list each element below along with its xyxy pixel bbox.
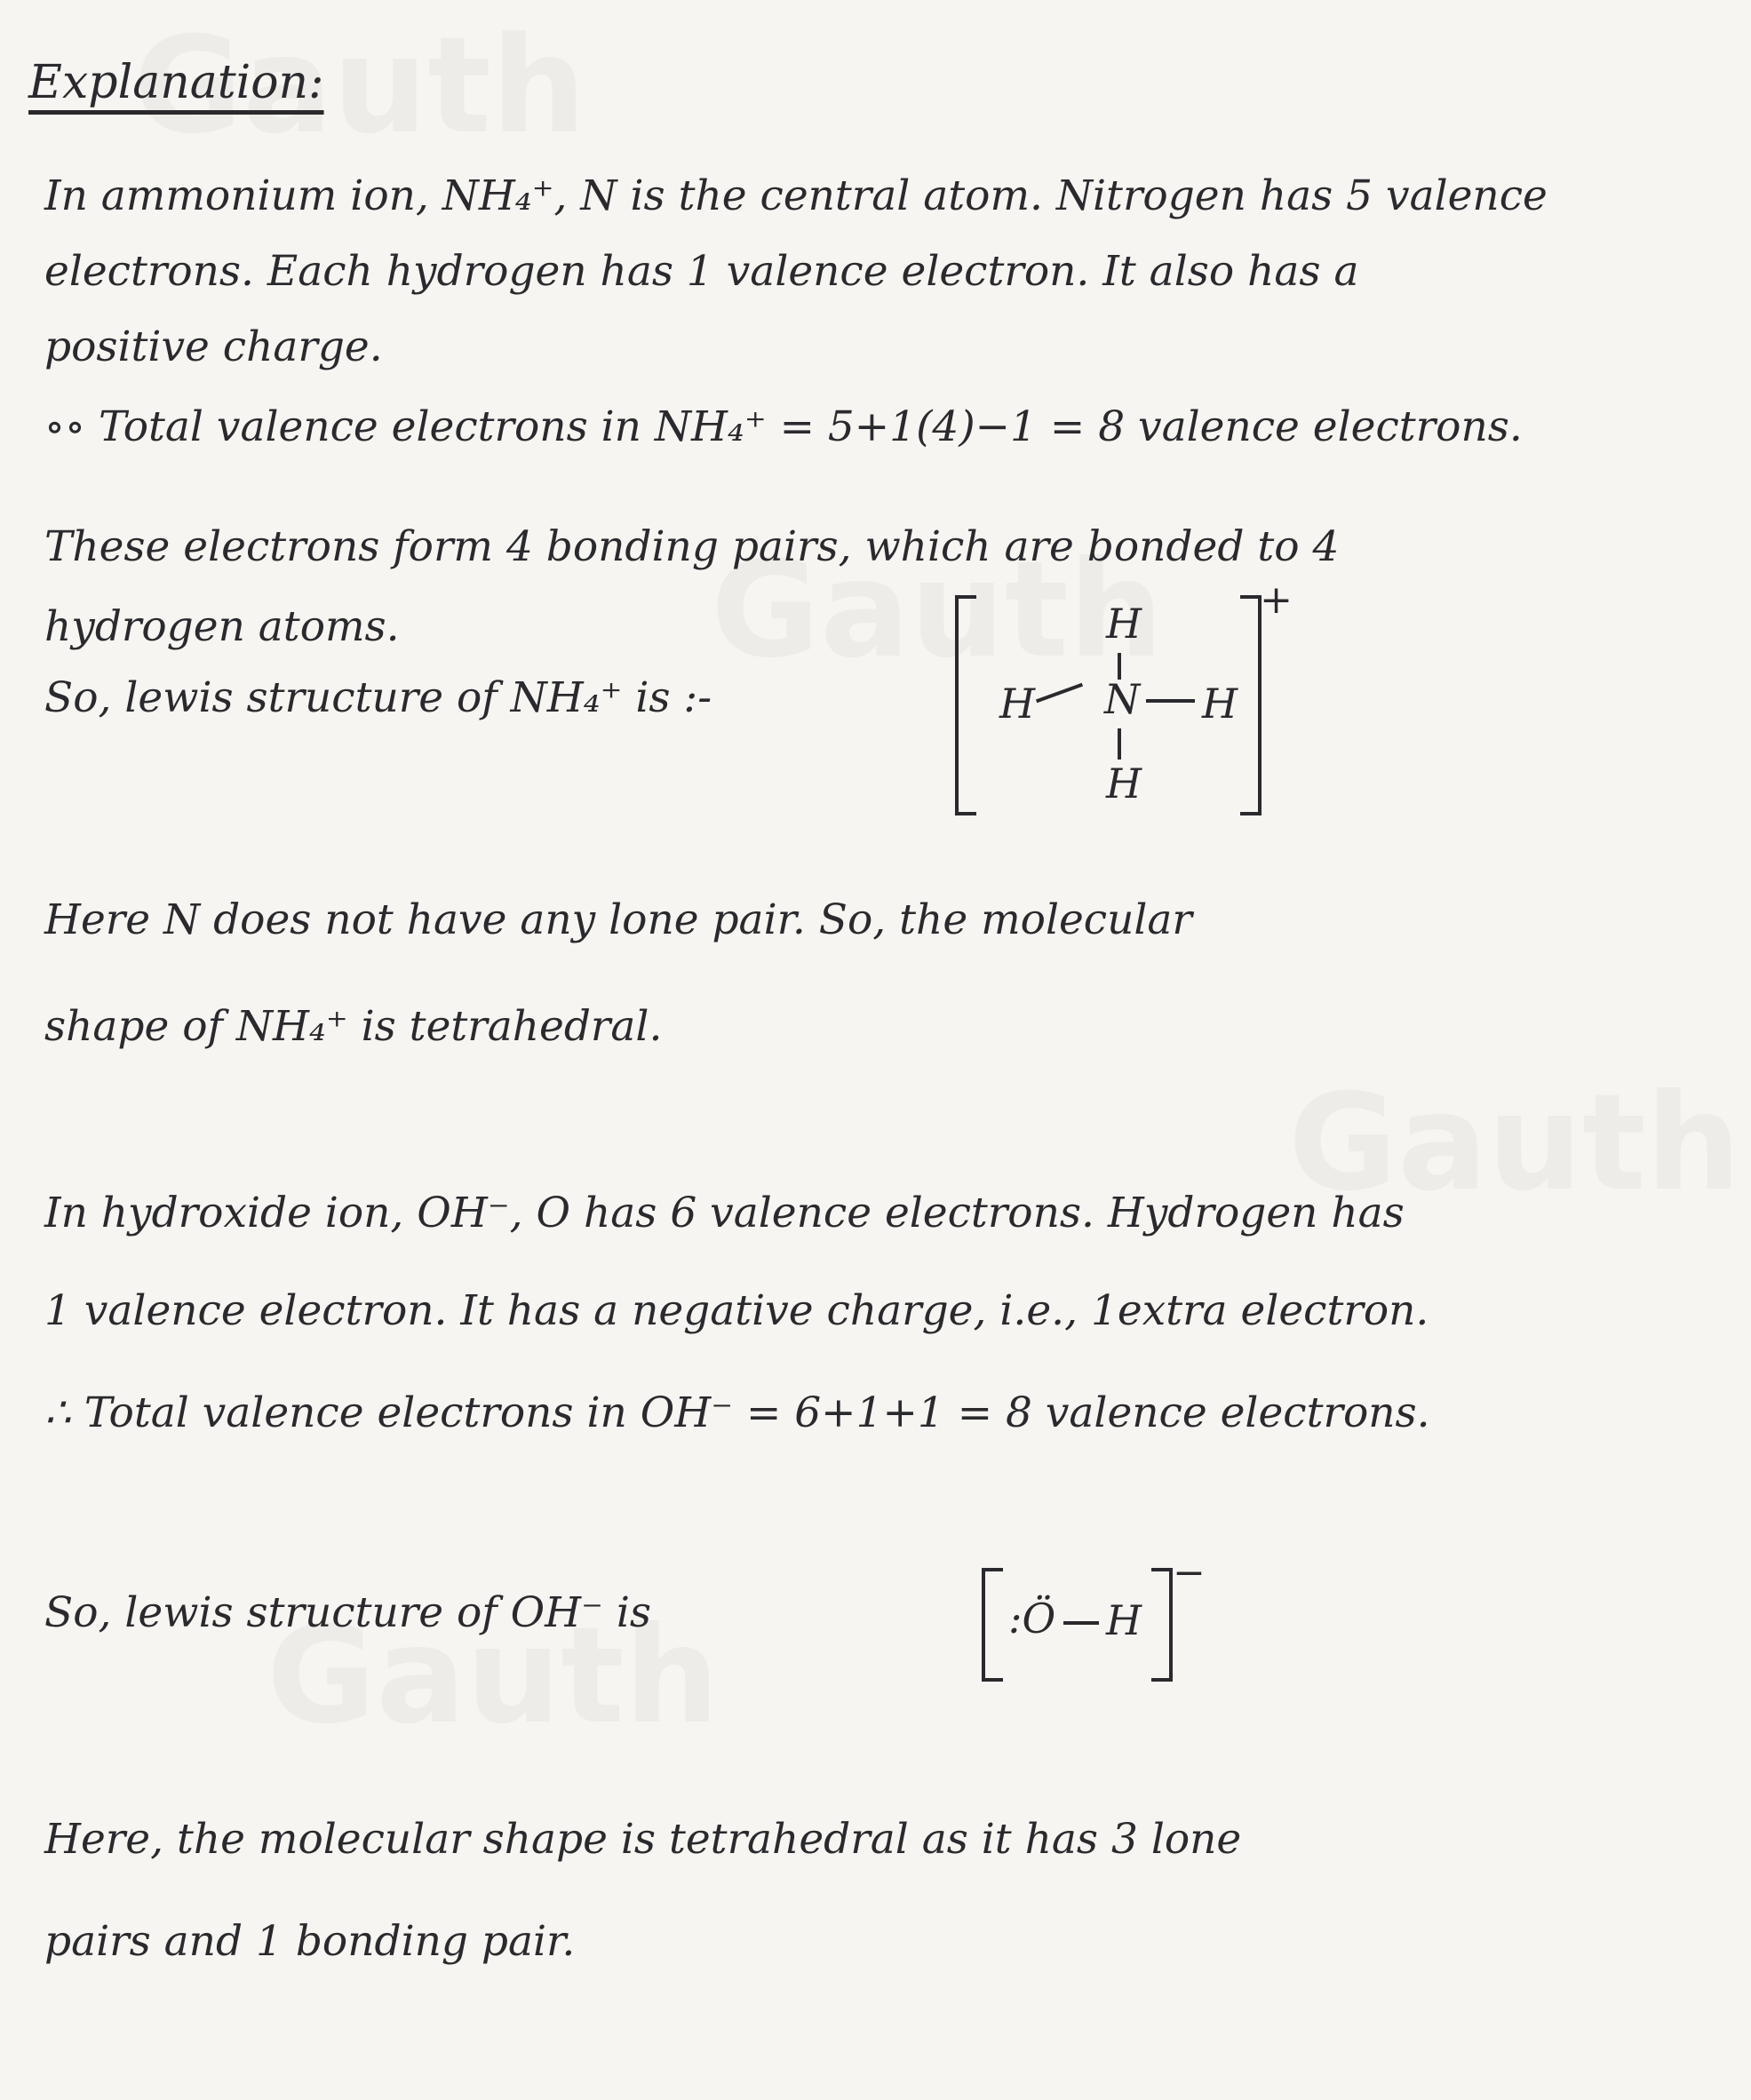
ammonium-line-3: positive charge. bbox=[44, 322, 383, 371]
hydrogen-bottom: H bbox=[1106, 760, 1142, 807]
oxygen-with-lone-pairs: :Ö bbox=[1008, 1595, 1056, 1643]
ammonium-line-1: In ammonium ion, NH₄⁺, N is the central atom. Nitrogen has 5 valence bbox=[44, 171, 1548, 220]
hydroxide-shape-2: pairs and 1 bonding pair. bbox=[44, 1917, 576, 1966]
hydrogen-right: H bbox=[1202, 680, 1238, 728]
explanation-title: Explanation: bbox=[28, 56, 324, 109]
ammonium-lewis-intro: So, lewis structure of NH₄⁺ is :- bbox=[44, 673, 712, 722]
left-bracket bbox=[982, 1568, 1003, 1682]
charge-sign: + bbox=[1260, 577, 1293, 623]
hydrogen-top: H bbox=[1106, 600, 1142, 648]
bond-right bbox=[1146, 699, 1195, 703]
left-bracket bbox=[955, 595, 976, 815]
hydroxide-lewis-intro: So, lewis structure of OH⁻ is bbox=[44, 1588, 652, 1637]
hydroxide-total-electrons: ∴ Total valence electrons in OH⁻ = 6+1+1 = 8 valence electrons. bbox=[44, 1388, 1430, 1437]
hydroxide-line-1: In hydroxide ion, OH⁻, O has 6 valence electrons. Hydrogen has bbox=[44, 1189, 1405, 1237]
hydroxide-lewis-structure bbox=[982, 1550, 1213, 1692]
bond-left bbox=[1036, 683, 1083, 704]
bond-o-h bbox=[1063, 1621, 1099, 1625]
hydroxide-line-2: 1 valence electron. It has a negative charge, i.e., 1extra electron. bbox=[44, 1286, 1429, 1335]
nitrogen-center: N bbox=[1104, 675, 1141, 723]
ammonium-bonding-1: These electrons form 4 bonding pairs, which are bonded to 4 bbox=[44, 522, 1340, 571]
right-bracket bbox=[1240, 595, 1262, 815]
ammonium-shape-2: shape of NH₄⁺ is tetrahedral. bbox=[44, 1002, 663, 1051]
hydrogen: H bbox=[1106, 1596, 1142, 1644]
bond-bottom bbox=[1118, 728, 1121, 760]
ammonium-bonding-2: hydrogen atoms. bbox=[44, 602, 400, 651]
hydroxide-shape-1: Here, the molecular shape is tetrahedral as it has 3 lone bbox=[44, 1815, 1242, 1864]
ammonium-total-electrons: ∘∘ Total valence electrons in NH₄⁺ = 5+1(4)−1 = 8 valence electrons. bbox=[44, 402, 1523, 451]
ammonium-lewis-structure bbox=[955, 577, 1301, 826]
ammonium-shape-1: Here N does not have any lone pair. So, the molecular bbox=[44, 895, 1192, 944]
hydrogen-left: H bbox=[999, 680, 1036, 728]
right-bracket bbox=[1151, 1568, 1173, 1682]
charge-sign: − bbox=[1173, 1550, 1206, 1595]
ammonium-line-2: electrons. Each hydrogen has 1 valence electron. It also has a bbox=[44, 247, 1359, 296]
